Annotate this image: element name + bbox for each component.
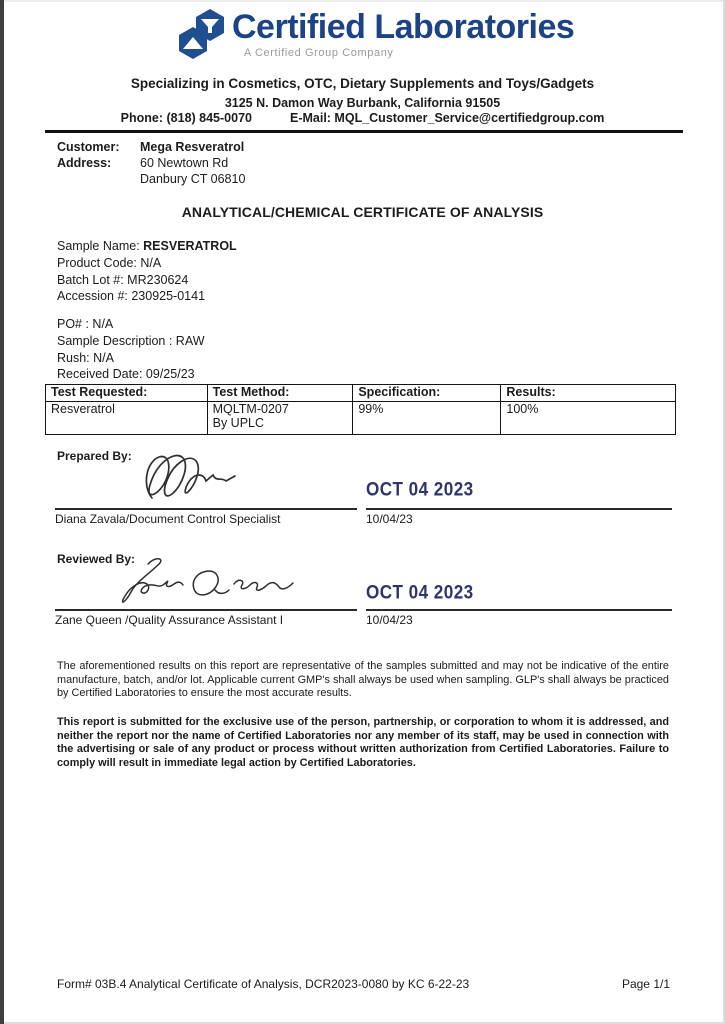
table-row [46,402,676,435]
document-title: ANALYTICAL/CHEMICAL CERTIFICATE OF ANALYSIS [181,204,544,220]
customer-address-line1: 60 Newtown Rd [140,156,229,170]
header-phone: Phone: (818) 845-0070 [120,111,252,125]
reviewed-signature-line [55,609,357,611]
logo-tagline: A Certified Group Company [244,47,394,59]
reviewed-date: 10/04/23 [366,613,413,627]
header-contact-line [0,111,725,125]
batch-lot-line: Batch Lot #: MR230624 [57,272,189,287]
po-line: PO# : N/A [57,317,114,331]
reviewed-by-signature [118,549,308,607]
cell-test-requested: Resveratrol [46,402,208,435]
page-edge-left [0,0,4,1024]
prepared-date: 10/04/23 [366,512,413,526]
prepared-by-name-title: Diana Zavala/Document Control Specialist [55,512,281,526]
reviewed-by-label: Reviewed By: [57,552,136,566]
reviewed-date-stamp: OCT 04 2023 [366,582,474,604]
col-header-test-requested: Test Requested: [46,385,208,402]
col-header-specification: Specification: [353,385,501,402]
logo-wordmark: Certified Laboratories [232,8,575,46]
prepared-by-label: Prepared By: [57,449,132,463]
legal-disclaimer-paragraph: This report is submitted for the exclusive use of the person, partnership, or corporation to whom it is addressed, and neither the report nor the name of Certified Laboratories nor any member of its staff, may be used in connection with the advertising or sale of any product or process without written authorization from Certified Laboratories. Failure to comply will result in immediate legal action by Certified Laboratories. [57,716,669,769]
cell-test-method [207,402,353,435]
page-edge-top [4,0,725,2]
header-street-address: 3125 N. Damon Way Burbank, California 91505 [224,96,501,110]
results-table [45,384,676,435]
footer-form-number: Form# 03B.4 Analytical Certificate of Analysis, DCR2023-0080 by KC 6-22-23 [57,977,470,991]
customer-address-line2: Danbury CT 06810 [140,172,246,186]
test-method-line2: By UPLC [212,416,265,430]
certified-laboratories-logo-icon [174,7,229,61]
customer-address-label: Address: [57,156,112,170]
rush-line: Rush: N/A [57,350,114,365]
header-email: E-Mail: MQL_Customer_Service@certifiedgroup.com [289,111,605,125]
reviewed-date-line [366,609,672,611]
header-specialization: Specializing in Cosmetics, OTC, Dietary Supplements and Toys/Gadgets [130,76,595,91]
results-table-header-row [46,385,676,402]
order-info-block [57,316,205,383]
cell-results: 100% [501,402,676,435]
col-header-results: Results: [501,385,676,402]
sample-description-line: Sample Description : RAW [57,333,205,348]
prepared-date-line [366,508,672,510]
product-code-line: Product Code: N/A [57,255,162,270]
sample-name-value: RESVERATROL [143,239,237,253]
cell-specification: 99% [353,402,501,435]
results-disclaimer-paragraph: The aforementioned results on this report are representative of the samples submitted and may not be indicative of the entire manufacture, batch, and/or lot. Applicable current GMP's shall always be used when sampling. GLP's shall always be practiced by Certified Laboratories to ensure the most accurate results. [57,660,669,700]
prepared-date-stamp: OCT 04 2023 [366,479,474,501]
sample-name-label: Sample Name: [57,239,144,253]
received-date-line: Received Date: 09/25/23 [57,367,195,382]
col-header-test-method: Test Method: [207,385,353,402]
sample-name-line [57,238,237,255]
footer-page-number: Page 1/1 [621,977,670,991]
test-method-line1: MQLTM-0207 [212,402,289,416]
prepared-signature-line [55,508,357,510]
sample-info-block [57,238,237,305]
reviewed-by-name-title: Zane Queen /Quality Assurance Assistant I [55,613,284,627]
accession-line: Accession #: 230925-0141 [57,289,206,304]
customer-name: Mega Resveratrol [140,140,245,154]
prepared-by-signature [138,446,250,506]
customer-label: Customer: [57,140,120,154]
header-divider-rule [45,130,683,133]
